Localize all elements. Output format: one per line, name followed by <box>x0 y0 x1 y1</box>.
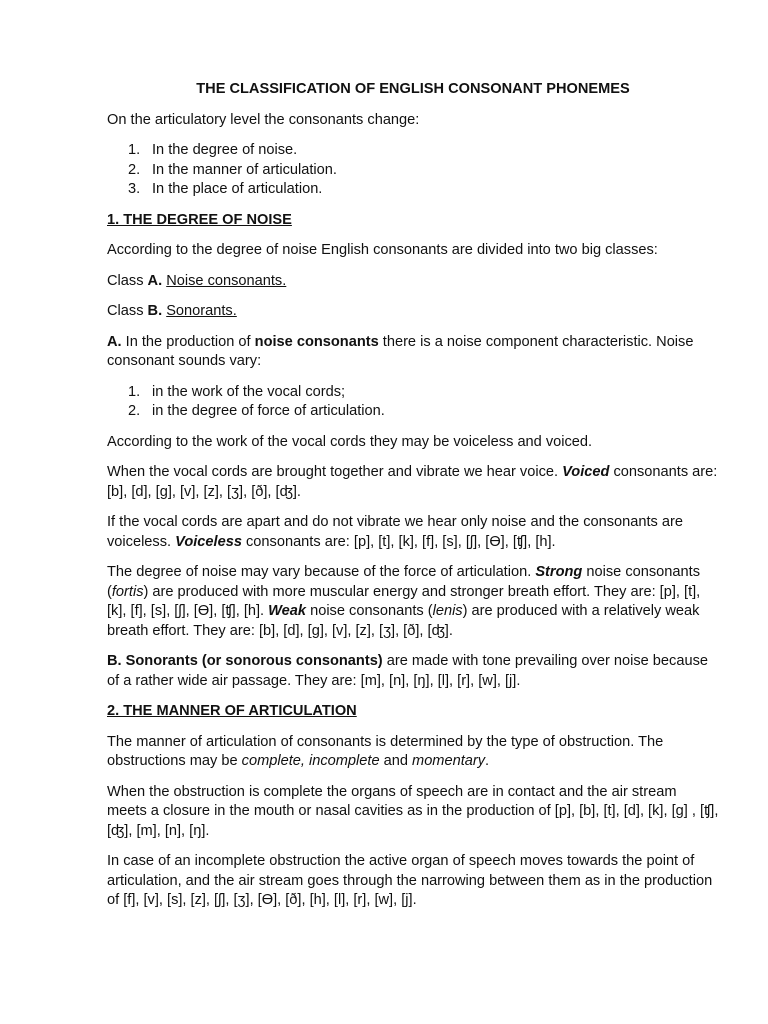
list-item <box>107 161 719 181</box>
section-heading-degree-of-noise: 1. THE DEGREE OF NOISE <box>107 211 292 228</box>
italic-term: momentary <box>412 753 486 769</box>
emphasis-term: Voiced <box>562 464 610 480</box>
list-number: 2. <box>128 403 141 419</box>
text-run: and <box>379 753 413 769</box>
text-run: If the vocal cords are apart and do not vibrate we hear only noise and the consonants are voiceless. <box>107 514 684 550</box>
page-title: THE CLASSIFICATION OF ENGLISH CONSONANT PHONEMES <box>196 81 630 97</box>
list-item-text: In the degree of noise. <box>152 142 298 158</box>
text-run: ) are produced with a relatively weak breath effort. They are: [b], [d], [g], [v], [z], [ʒ], [ð], [ʤ]. <box>107 603 700 639</box>
text-run: are made with tone prevailing over noise because of a rather wide air passage. They are: [m], [n], [ŋ], [l], [r], [w], [j]. <box>107 653 708 689</box>
complete-obstruction-paragraph: When the obstruction is complete the organs of speech are in contact and the air stream meets a closure in the mouth or nasal cavities as in the production of [p], [b], [t], [d], [k], [g] , [ʧ], [ʤ], [m], [n], [ŋ]. <box>107 783 719 839</box>
text-run: The manner of articulation of consonants is determined by the type of obstruction. The obstructions may be <box>107 733 664 769</box>
italic-term: fortis <box>111 583 144 600</box>
noise-variation-list <box>107 383 719 422</box>
list-number: 3. <box>128 181 141 197</box>
list-item <box>107 141 719 161</box>
emphasis-term: Strong <box>535 564 583 580</box>
text-run: In the production of <box>121 333 255 350</box>
text-run: The degree of noise may vary because of the force of articulation. <box>107 564 536 580</box>
section-heading-manner-of-articulation: 2. THE MANNER OF ARTICULATION <box>107 703 357 719</box>
text-run: there is a noise component characteristic. Noise consonant sounds vary: <box>107 333 694 369</box>
text-run: When the vocal cords are brought together and vibrate we hear voice. <box>107 464 563 480</box>
paragraph: According to the degree of noise English consonants are divided into two big classes: <box>107 242 658 258</box>
italic-term: lenis <box>432 603 463 619</box>
class-letter: A. <box>147 272 163 289</box>
intro-paragraph: On the articulatory level the consonants change: <box>107 111 420 128</box>
list-item-text: In the manner of articulation. <box>152 161 337 178</box>
list-number: 1. <box>128 383 141 400</box>
class-b-line <box>107 302 719 322</box>
voiced-paragraph <box>107 463 719 502</box>
paragraph: According to the work of the vocal cords they may be voiceless and voiced. <box>107 433 593 450</box>
text-run: ) are produced with more muscular energy and stronger breath effort. They are: [p], [t], [k], [f], [s], [ʃ], [Ɵ], [ʧ], [h]. <box>107 583 701 619</box>
text-run: consonants are: [p], [t], [k], [f], [s], [ʃ], [Ɵ], [ʧ], [h]. <box>241 533 556 550</box>
class-prefix: Class <box>107 272 148 289</box>
list-number: 1. <box>128 142 141 158</box>
class-name: Sonorants. <box>166 303 237 319</box>
text-run: . <box>485 753 490 769</box>
para-letter: A. <box>107 333 122 350</box>
emphasis-term: Weak <box>268 603 307 619</box>
emphasis-term: Voiceless <box>175 533 242 550</box>
list-item <box>107 402 719 422</box>
list-item <box>107 180 719 200</box>
document-body <box>107 80 719 922</box>
incomplete-obstruction-paragraph: In case of an incomplete obstruction the active organ of speech moves towards the point of articulation, and the air stream goes through the narrowing between them as in the production of [f], [v], [s], [z], [ʃ], [ʒ], [Ɵ], [ð], [h], [l], [r], [w], [j]. <box>107 853 713 908</box>
noise-consonants-paragraph <box>107 333 719 372</box>
list-item-text: In the place of articulation. <box>152 181 323 197</box>
class-name: Noise consonants. <box>166 272 287 289</box>
force-paragraph <box>107 563 719 641</box>
text-run: noise consonants ( <box>306 603 433 619</box>
bold-term: B. Sonorants (or sonorous consonants) <box>107 653 383 669</box>
intro-list <box>107 141 719 200</box>
list-number: 2. <box>128 161 141 178</box>
voiceless-paragraph <box>107 513 719 552</box>
text-run: noise consonants ( <box>107 564 701 600</box>
list-item <box>107 383 719 403</box>
bold-term: noise consonants <box>254 333 379 350</box>
class-prefix: Class <box>107 303 148 319</box>
obstruction-paragraph <box>107 733 719 772</box>
sonorants-paragraph <box>107 652 719 691</box>
list-item-text: in the degree of force of articulation. <box>152 403 385 419</box>
class-a-line <box>107 272 719 292</box>
text-run: consonants are: [b], [d], [g], [v], [z], [ʒ], [ð], [ʤ]. <box>107 464 718 500</box>
list-item-text: in the work of the vocal cords; <box>152 383 346 400</box>
italic-term: complete, incomplete <box>241 753 380 769</box>
class-letter: B. <box>147 303 163 319</box>
